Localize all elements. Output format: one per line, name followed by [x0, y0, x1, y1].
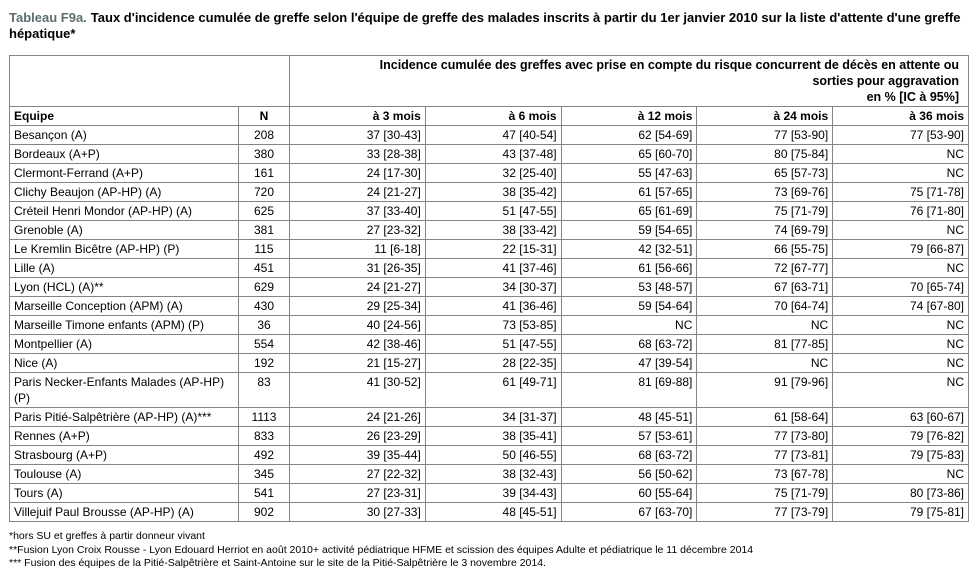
n-cell: 36 [239, 316, 290, 335]
value-24mois-cell: 77 [73-81] [697, 446, 833, 465]
table-caption [9, 10, 970, 42]
group-header-row [10, 56, 969, 107]
value-24mois-cell: 80 [75-84] [697, 145, 833, 164]
value-24mois-cell: 67 [63-71] [697, 278, 833, 297]
value-24mois-cell: 81 [77-85] [697, 335, 833, 354]
value-36mois-cell: NC [833, 259, 969, 278]
equipe-cell: Tours (A) [10, 484, 239, 503]
footnote-3: *** Fusion des équipes de la Pitié-Salpêtrière et Saint-Antoine sur le site de la Pitié-Salpêtrière le 3 novembre 2014. [9, 557, 546, 569]
n-cell: 625 [239, 202, 290, 221]
column-header-3mois: à 3 mois [290, 107, 426, 126]
value-3mois-cell: 24 [17-30] [290, 164, 426, 183]
value-24mois-cell: NC [697, 316, 833, 335]
table-row [10, 221, 969, 240]
value-36mois-cell: NC [833, 316, 969, 335]
value-3mois-cell: 40 [24-56] [290, 316, 426, 335]
equipe-cell: Bordeaux (A+P) [10, 145, 239, 164]
value-6mois-cell: 41 [36-46] [425, 297, 561, 316]
equipe-cell: Clermont-Ferrand (A+P) [10, 164, 239, 183]
n-cell: 554 [239, 335, 290, 354]
value-36mois-cell: NC [833, 335, 969, 354]
n-cell: 492 [239, 446, 290, 465]
equipe-cell: Villejuif Paul Brousse (AP-HP) (A) [10, 503, 239, 522]
value-36mois-cell: 79 [75-81] [833, 503, 969, 522]
table-row [10, 446, 969, 465]
value-3mois-cell: 24 [21-27] [290, 278, 426, 297]
value-3mois-cell: 26 [23-29] [290, 427, 426, 446]
value-6mois-cell: 41 [37-46] [425, 259, 561, 278]
value-6mois-cell: 51 [47-55] [425, 202, 561, 221]
value-24mois-cell: NC [697, 354, 833, 373]
value-3mois-cell: 11 [6-18] [290, 240, 426, 259]
value-12mois-cell: NC [561, 316, 697, 335]
n-cell: 381 [239, 221, 290, 240]
equipe-cell: Lille (A) [10, 259, 239, 278]
n-cell: 720 [239, 183, 290, 202]
value-3mois-cell: 21 [15-27] [290, 354, 426, 373]
n-cell: 833 [239, 427, 290, 446]
table-row [10, 278, 969, 297]
value-6mois-cell: 34 [31-37] [425, 408, 561, 427]
equipe-cell: Nice (A) [10, 354, 239, 373]
table-caption-number: Tableau F9a. [9, 10, 87, 25]
value-3mois-cell: 24 [21-27] [290, 183, 426, 202]
value-12mois-cell: 65 [61-69] [561, 202, 697, 221]
table-row [10, 465, 969, 484]
table-row [10, 484, 969, 503]
value-24mois-cell: 66 [55-75] [697, 240, 833, 259]
value-36mois-cell: 79 [76-82] [833, 427, 969, 446]
equipe-cell: Paris Pitié-Salpêtrière (AP-HP) (A)*** [10, 408, 239, 427]
n-cell: 83 [239, 373, 290, 408]
value-6mois-cell: 28 [22-35] [425, 354, 561, 373]
table-row [10, 503, 969, 522]
value-24mois-cell: 73 [67-78] [697, 465, 833, 484]
value-24mois-cell: 74 [69-79] [697, 221, 833, 240]
value-6mois-cell: 50 [46-55] [425, 446, 561, 465]
equipe-cell: Marseille Timone enfants (APM) (P) [10, 316, 239, 335]
group-header-cell [290, 56, 969, 107]
group-header-line-3: en % [IC à 95%] [866, 90, 959, 104]
value-12mois-cell: 61 [57-65] [561, 183, 697, 202]
column-header-row [10, 107, 969, 126]
equipe-cell: Toulouse (A) [10, 465, 239, 484]
value-12mois-cell: 67 [63-70] [561, 503, 697, 522]
table-row [10, 183, 969, 202]
table-row [10, 335, 969, 354]
value-6mois-cell: 48 [45-51] [425, 503, 561, 522]
value-24mois-cell: 73 [69-76] [697, 183, 833, 202]
value-24mois-cell: 75 [71-79] [697, 484, 833, 503]
footnote-2: **Fusion Lyon Croix Rousse - Lyon Edouard Herriot en août 2010+ activité pédiatrique HFME et scission des équipes Adulte et pédiatrique le 11 décembre 2014 [9, 543, 754, 556]
table-row [10, 408, 969, 427]
value-36mois-cell: 74 [67-80] [833, 297, 969, 316]
value-6mois-cell: 22 [15-31] [425, 240, 561, 259]
n-cell: 541 [239, 484, 290, 503]
n-cell: 115 [239, 240, 290, 259]
table-caption-text: Taux d'incidence cumulée de greffe selon l'équipe de greffe des malades inscrits à partir du 1er janvier 2010 sur la liste d'attente d'une greffe hépatique* [9, 10, 961, 41]
incidence-table [9, 55, 969, 522]
value-12mois-cell: 57 [53-61] [561, 427, 697, 446]
value-3mois-cell: 27 [23-31] [290, 484, 426, 503]
table-row [10, 373, 969, 408]
value-12mois-cell: 53 [48-57] [561, 278, 697, 297]
n-cell: 629 [239, 278, 290, 297]
table-body [10, 126, 969, 522]
value-36mois-cell: NC [833, 145, 969, 164]
n-cell: 902 [239, 503, 290, 522]
equipe-cell: Le Kremlin Bicêtre (AP-HP) (P) [10, 240, 239, 259]
column-header-n: N [239, 107, 290, 126]
value-6mois-cell: 47 [40-54] [425, 126, 561, 145]
n-cell: 451 [239, 259, 290, 278]
value-36mois-cell: 79 [66-87] [833, 240, 969, 259]
value-3mois-cell: 29 [25-34] [290, 297, 426, 316]
value-36mois-cell: NC [833, 354, 969, 373]
value-12mois-cell: 68 [63-72] [561, 446, 697, 465]
footnote-1: *hors SU et greffes à partir donneur vivant [9, 530, 205, 542]
equipe-cell: Clichy Beaujon (AP-HP) (A) [10, 183, 239, 202]
equipe-cell: Créteil Henri Mondor (AP-HP) (A) [10, 202, 239, 221]
table-row [10, 297, 969, 316]
value-12mois-cell: 61 [56-66] [561, 259, 697, 278]
group-header-line-1: Incidence cumulée des greffes avec prise en compte du risque concurrent de décès en attente ou [379, 58, 959, 72]
column-header-36mois: à 36 mois [833, 107, 969, 126]
value-3mois-cell: 42 [38-46] [290, 335, 426, 354]
value-6mois-cell: 34 [30-37] [425, 278, 561, 297]
equipe-cell: Montpellier (A) [10, 335, 239, 354]
n-cell: 208 [239, 126, 290, 145]
value-24mois-cell: 91 [79-96] [697, 373, 833, 408]
equipe-cell: Lyon (HCL) (A)** [10, 278, 239, 297]
n-cell: 430 [239, 297, 290, 316]
value-3mois-cell: 33 [28-38] [290, 145, 426, 164]
value-3mois-cell: 37 [33-40] [290, 202, 426, 221]
value-36mois-cell: 80 [73-86] [833, 484, 969, 503]
equipe-cell: Paris Necker-Enfants Malades (AP-HP) (P) [10, 373, 239, 408]
value-6mois-cell: 38 [32-43] [425, 465, 561, 484]
value-6mois-cell: 51 [47-55] [425, 335, 561, 354]
value-3mois-cell: 24 [21-26] [290, 408, 426, 427]
value-6mois-cell: 43 [37-48] [425, 145, 561, 164]
table-row [10, 427, 969, 446]
equipe-cell: Grenoble (A) [10, 221, 239, 240]
value-36mois-cell: NC [833, 164, 969, 183]
value-12mois-cell: 55 [47-63] [561, 164, 697, 183]
value-36mois-cell: 77 [53-90] [833, 126, 969, 145]
value-24mois-cell: 77 [73-79] [697, 503, 833, 522]
value-3mois-cell: 27 [23-32] [290, 221, 426, 240]
equipe-cell: Rennes (A+P) [10, 427, 239, 446]
value-36mois-cell: NC [833, 373, 969, 408]
n-cell: 1113 [239, 408, 290, 427]
value-36mois-cell: 63 [60-67] [833, 408, 969, 427]
column-header-6mois: à 6 mois [425, 107, 561, 126]
value-12mois-cell: 56 [50-62] [561, 465, 697, 484]
value-12mois-cell: 65 [60-70] [561, 145, 697, 164]
column-header-24mois: à 24 mois [697, 107, 833, 126]
column-header-equipe: Equipe [10, 107, 239, 126]
value-12mois-cell: 42 [32-51] [561, 240, 697, 259]
value-36mois-cell: 79 [75-83] [833, 446, 969, 465]
value-36mois-cell: NC [833, 221, 969, 240]
table-row [10, 164, 969, 183]
n-cell: 345 [239, 465, 290, 484]
value-24mois-cell: 75 [71-79] [697, 202, 833, 221]
value-3mois-cell: 31 [26-35] [290, 259, 426, 278]
value-24mois-cell: 77 [73-80] [697, 427, 833, 446]
value-36mois-cell: 76 [71-80] [833, 202, 969, 221]
value-3mois-cell: 30 [27-33] [290, 503, 426, 522]
footnotes [9, 530, 970, 571]
value-6mois-cell: 32 [25-40] [425, 164, 561, 183]
value-36mois-cell: 70 [65-74] [833, 278, 969, 297]
equipe-cell: Marseille Conception (APM) (A) [10, 297, 239, 316]
column-header-12mois: à 12 mois [561, 107, 697, 126]
value-12mois-cell: 62 [54-69] [561, 126, 697, 145]
table-row [10, 202, 969, 221]
value-12mois-cell: 59 [54-65] [561, 221, 697, 240]
value-3mois-cell: 37 [30-43] [290, 126, 426, 145]
group-header-line-2: sorties pour aggravation [812, 74, 959, 88]
table-row [10, 354, 969, 373]
value-6mois-cell: 38 [35-42] [425, 183, 561, 202]
equipe-cell: Strasbourg (A+P) [10, 446, 239, 465]
n-cell: 192 [239, 354, 290, 373]
empty-header-cell [10, 56, 290, 107]
value-12mois-cell: 48 [45-51] [561, 408, 697, 427]
value-36mois-cell: NC [833, 465, 969, 484]
table-row [10, 145, 969, 164]
value-36mois-cell: 75 [71-78] [833, 183, 969, 202]
value-24mois-cell: 61 [58-64] [697, 408, 833, 427]
value-24mois-cell: 72 [67-77] [697, 259, 833, 278]
value-6mois-cell: 38 [35-41] [425, 427, 561, 446]
equipe-cell: Besançon (A) [10, 126, 239, 145]
value-6mois-cell: 39 [34-43] [425, 484, 561, 503]
value-3mois-cell: 41 [30-52] [290, 373, 426, 408]
value-3mois-cell: 39 [35-44] [290, 446, 426, 465]
table-row [10, 240, 969, 259]
value-12mois-cell: 60 [55-64] [561, 484, 697, 503]
value-6mois-cell: 61 [49-71] [425, 373, 561, 408]
value-24mois-cell: 77 [53-90] [697, 126, 833, 145]
value-12mois-cell: 68 [63-72] [561, 335, 697, 354]
value-24mois-cell: 70 [64-74] [697, 297, 833, 316]
n-cell: 161 [239, 164, 290, 183]
value-12mois-cell: 59 [54-64] [561, 297, 697, 316]
value-6mois-cell: 38 [33-42] [425, 221, 561, 240]
value-12mois-cell: 47 [39-54] [561, 354, 697, 373]
table-row [10, 259, 969, 278]
table-row [10, 316, 969, 335]
value-6mois-cell: 73 [53-85] [425, 316, 561, 335]
value-12mois-cell: 81 [69-88] [561, 373, 697, 408]
n-cell: 380 [239, 145, 290, 164]
table-row [10, 126, 969, 145]
value-24mois-cell: 65 [57-73] [697, 164, 833, 183]
value-3mois-cell: 27 [22-32] [290, 465, 426, 484]
